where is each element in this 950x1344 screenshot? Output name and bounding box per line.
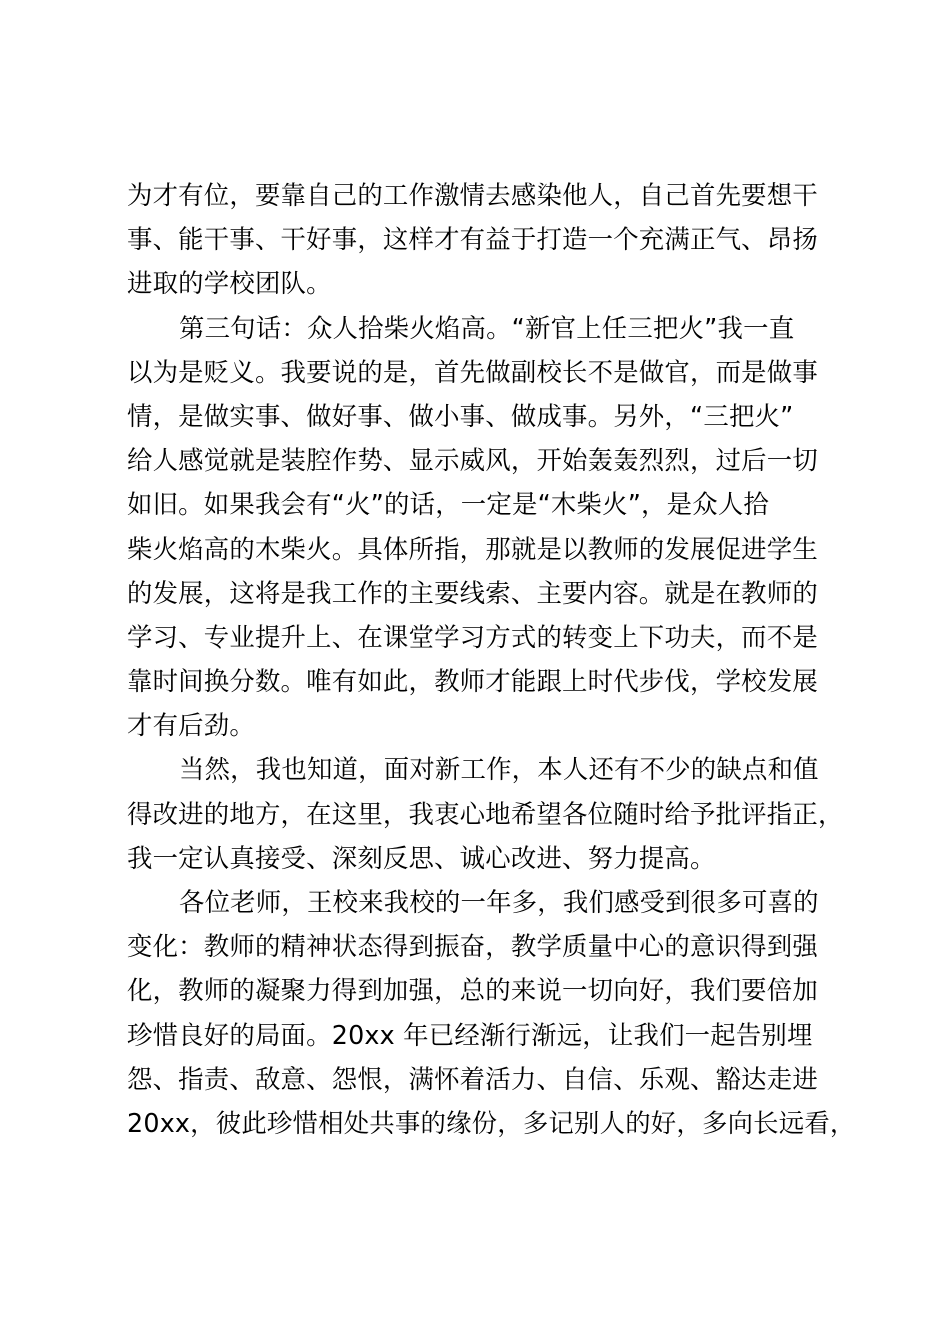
paragraph-first-line: 当然，我也知道，面对新工作，本人还有不少的缺点和值 xyxy=(179,754,819,785)
text-line: 得改进的地方，在这里，我衷心地希望各位随时给予批评指正， xyxy=(127,798,844,829)
text-line: 为才有位，要靠自己的工作激情去感染他人，自己首先要想干 xyxy=(127,180,818,210)
text-line: 事、能干事、干好事，这样才有益于打造一个充满正气、昂扬 xyxy=(127,224,818,255)
text-line: 柴火焰高的木柴火。具体所指，那就是以教师的发展促进学生 xyxy=(127,533,818,564)
text-line: 给人感觉就是装腔作势、显示威风，开始轰轰烈烈，过后一切 xyxy=(127,445,818,476)
text-line: 靠时间换分数。唯有如此，教师才能跟上时代步伐，学校发展 xyxy=(127,666,818,697)
text-line: 怨、指责、敌意、怨恨，满怀着活力、自信、乐观、豁达走进 xyxy=(127,1063,818,1094)
text-line: 进取的学校团队。 xyxy=(127,268,332,299)
paragraph-first-line: 第三句话：众人拾柴火焰高。“新官上任三把火”我一直 xyxy=(179,312,795,343)
text-line: 珍惜良好的局面。20xx 年已经渐行渐远，让我们一起告别埋 xyxy=(127,1019,813,1050)
text-line: 以为是贬义。我要说的是，首先做副校长不是做官，而是做事 xyxy=(127,356,818,387)
text-line: 情，是做实事、做好事、做小事、做成事。另外，“三把火” xyxy=(127,400,794,431)
text-line: 20xx，彼此珍惜相处共事的缘份，多记别人的好，多向长远看， xyxy=(127,1107,856,1138)
document-body xyxy=(127,173,856,1145)
text-line: 变化：教师的精神状态得到振奋，教学质量中心的意识得到强 xyxy=(127,931,818,962)
text-line: 才有后劲。 xyxy=(127,710,255,741)
paragraph-first-line: 各位老师，王校来我校的一年多，我们感受到很多可喜的 xyxy=(179,887,819,917)
text-line: 如旧。如果我会有“火”的话，一定是“木柴火”，是众人拾 xyxy=(127,489,770,520)
text-line: 学习、专业提升上、在课堂学习方式的转变上下功夫，而不是 xyxy=(127,621,818,652)
text-line: 的发展，这将是我工作的主要线索、主要内容。就是在教师的 xyxy=(127,577,818,608)
text-line: 化，教师的凝聚力得到加强，总的来说一切向好，我们要倍加 xyxy=(127,975,818,1006)
text-line: 我一定认真接受、深刻反思、诚心改进、努力提高。 xyxy=(127,842,716,873)
